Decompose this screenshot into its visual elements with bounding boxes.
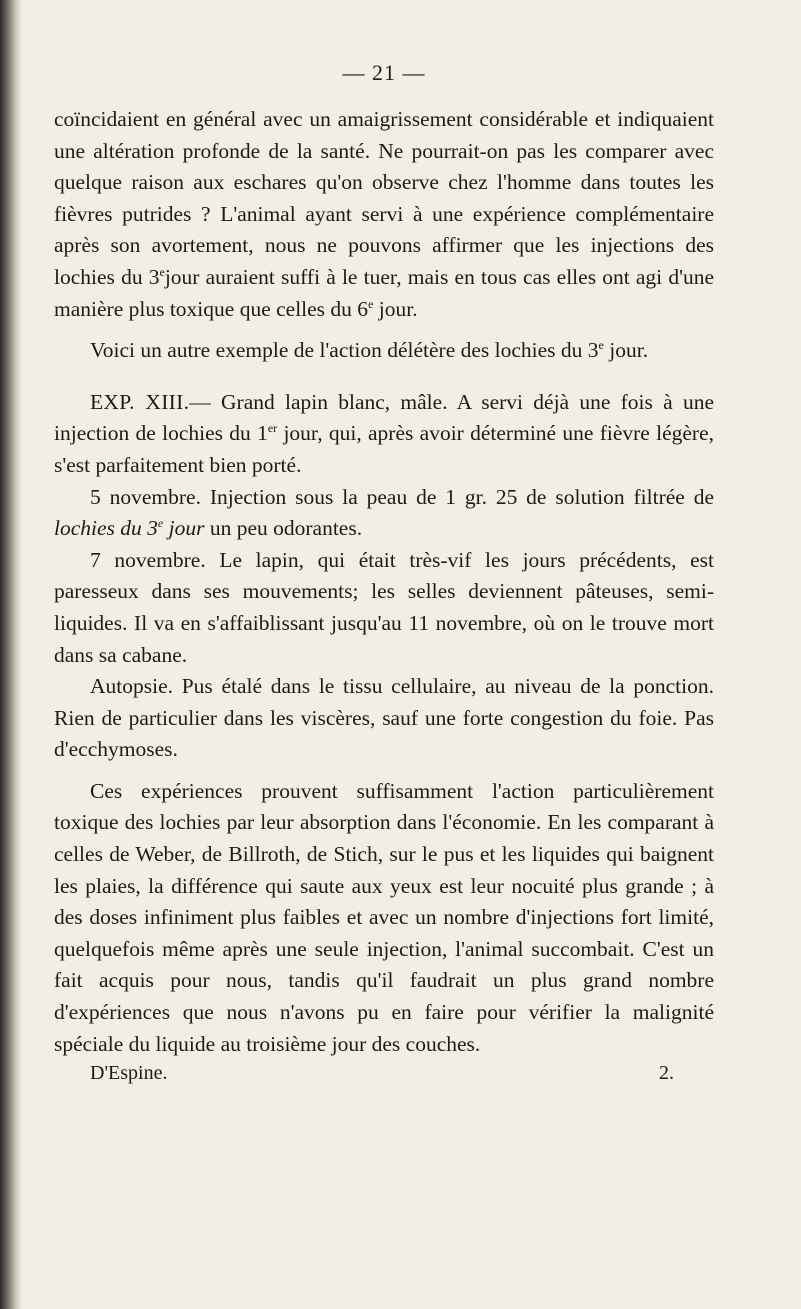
entry-autopsie: Autopsie. Pus étalé dans le tissu cellulaire, au niveau de la ponction. Rien de particulier dans les viscères, sauf une forte congestion du foie. Pas d'ecchymoses.	[54, 674, 714, 762]
page-footer	[54, 1062, 714, 1085]
conclusion-paragraph: Ces expériences prouvent suffisamment l'action particulièrement toxique des lochies par leur absorption dans l'économie. En les comparant à celles de Weber, de Billroth, de Stich, sur le pus et les liquides qui baignent les plaies, la différence qui saute aux yeux est leur nocuité plus grande ; à des doses infiniment plus faibles et avec un nombre d'injections fort limité, quelquefois même après une seule injection, l'animal succombait. C'est un fait acquis pour nous, tandis qu'il faudrait un plus grand nombre d'expériences que nous n'avons pu en faire pour vérifier la malignité spéciale du liquide au troisième jour des couches.	[54, 778, 714, 1056]
entry-nov-5: 5 novembre. Injection sous la peau de 1 gr. 25 de solution filtrée de lochies du 3e jour un peu odorantes.	[54, 484, 714, 541]
experiment-xiii: EXP. XIII.— Grand lapin blanc, mâle. A servi déjà une fois à une injection de lochies du 1er jour, qui, après avoir déterminé une fièvre légère, s'est parfaitement bien porté.	[54, 389, 714, 477]
page-binding-shadow	[0, 0, 22, 1309]
paragraph-2: Voici un autre exemple de l'action délétère des lochies du 3e jour.	[90, 338, 649, 363]
entry-nov-7: 7 novembre. Le lapin, qui était très-vif les jours précédents, est paresseux dans ses mouvements; les selles deviennent pâteuses, semi-liquides. Il va en s'affaiblissant jusqu'au 11 novembre, où on le trouve mort dans sa cabane.	[54, 547, 714, 667]
book-page	[54, 58, 714, 1085]
experiment-label: EXP. XIII.	[90, 389, 190, 414]
page-number: — 21 —	[342, 60, 426, 85]
paragraph-1: coïncidaient en général avec un amaigrissement considérable et indiquaient une altération profonde de la santé. Ne pourrait-on pas les comparer avec quelque raison aux eschares qu'on observe chez l'homme dans toutes les fièvres putrides ? L'animal ayant servi à une expérience complémentaire après son avortement, nous ne pouvons affirmer que les injections des lochies du 3ejour auraient suffi à le tuer, mais en tous cas elles ont agi d'une manière plus toxique que celles du 6e jour.	[54, 107, 714, 321]
footer-signature-mark: 2.	[659, 1062, 674, 1085]
footer-author: D'Espine.	[90, 1062, 168, 1085]
